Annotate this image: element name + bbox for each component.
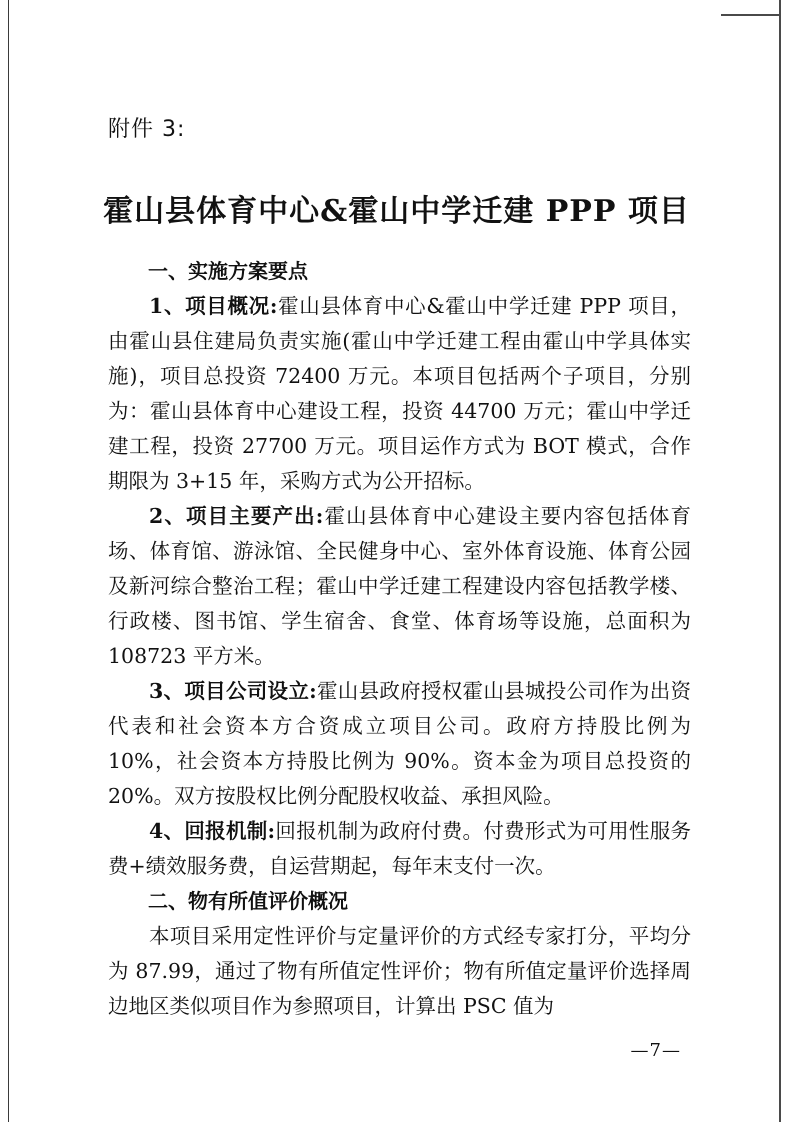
paragraph-text: 霍山县体育中心&霍山中学迁建 PPP 项目，由霍山县住建局负责实施(霍山中学迁建工程由霍山中学具体实施)，项目总投资 72400 万元。本项目包括两个子项目，分别为：霍山县体育中心建设工程，投资 44700 万元；霍山中学迁建工程，投资 27700 万元。项目运作方式为 BOT 模式，合作期限为 3+15 年，采购方式为公开招标。: [108, 294, 691, 493]
scan-edge-top: [721, 14, 781, 16]
document-body: [108, 254, 691, 1024]
paragraph-project-company: [108, 674, 691, 814]
document-title: 霍山县体育中心&霍山中学迁建 PPP 项目: [103, 194, 690, 229]
scan-edge-right: [779, 0, 781, 1122]
paragraph-text: 回报机制为政府付费。付费形式为可用性服务费+绩效服务费，自运营期起，每年末支付一次。: [108, 819, 691, 878]
paragraph-lead: 3、项目公司设立:: [149, 679, 317, 703]
page-number: —7—: [630, 1040, 681, 1061]
paragraph-return-mechanism: [108, 814, 691, 884]
paragraph-lead: 2、项目主要产出:: [149, 504, 324, 528]
paragraph-main-outputs: [108, 499, 691, 674]
paragraph-project-overview: [108, 289, 691, 499]
section-heading-vfm: 二、物有所值评价概况: [148, 889, 348, 913]
paragraph-text: 霍山县政府授权霍山县城投公司作为出资代表和社会资本方合资成立项目公司。政府方持股比例为 10%，社会资本方持股比例为 90%。资本金为项目总投资的 20%。双方按股权比例分配股权收益、承担风险。: [108, 679, 691, 808]
paragraph-lead: 4、回报机制:: [149, 819, 276, 843]
section-heading-implementation: 一、实施方案要点: [148, 259, 308, 283]
scan-edge-left: [8, 0, 9, 1122]
paragraph-text: 霍山县体育中心建设主要内容包括体育场、体育馆、游泳馆、全民健身中心、室外体育设施、体育公园及新河综合整治工程；霍山中学迁建工程建设内容包括教学楼、行政楼、图书馆、学生宿舍、食堂、体育场等设施，总面积为 108723 平方米。: [108, 504, 691, 668]
attachment-label: 附件 3:: [108, 117, 186, 142]
paragraph-vfm-evaluation: 本项目采用定性评价与定量评价的方式经专家打分，平均分为 87.99，通过了物有所值定性评价；物有所值定量评价选择周边地区类似项目作为参照项目，计算出 PSC 值为: [108, 924, 691, 1018]
paragraph-lead: 1、项目概况:: [149, 294, 278, 318]
